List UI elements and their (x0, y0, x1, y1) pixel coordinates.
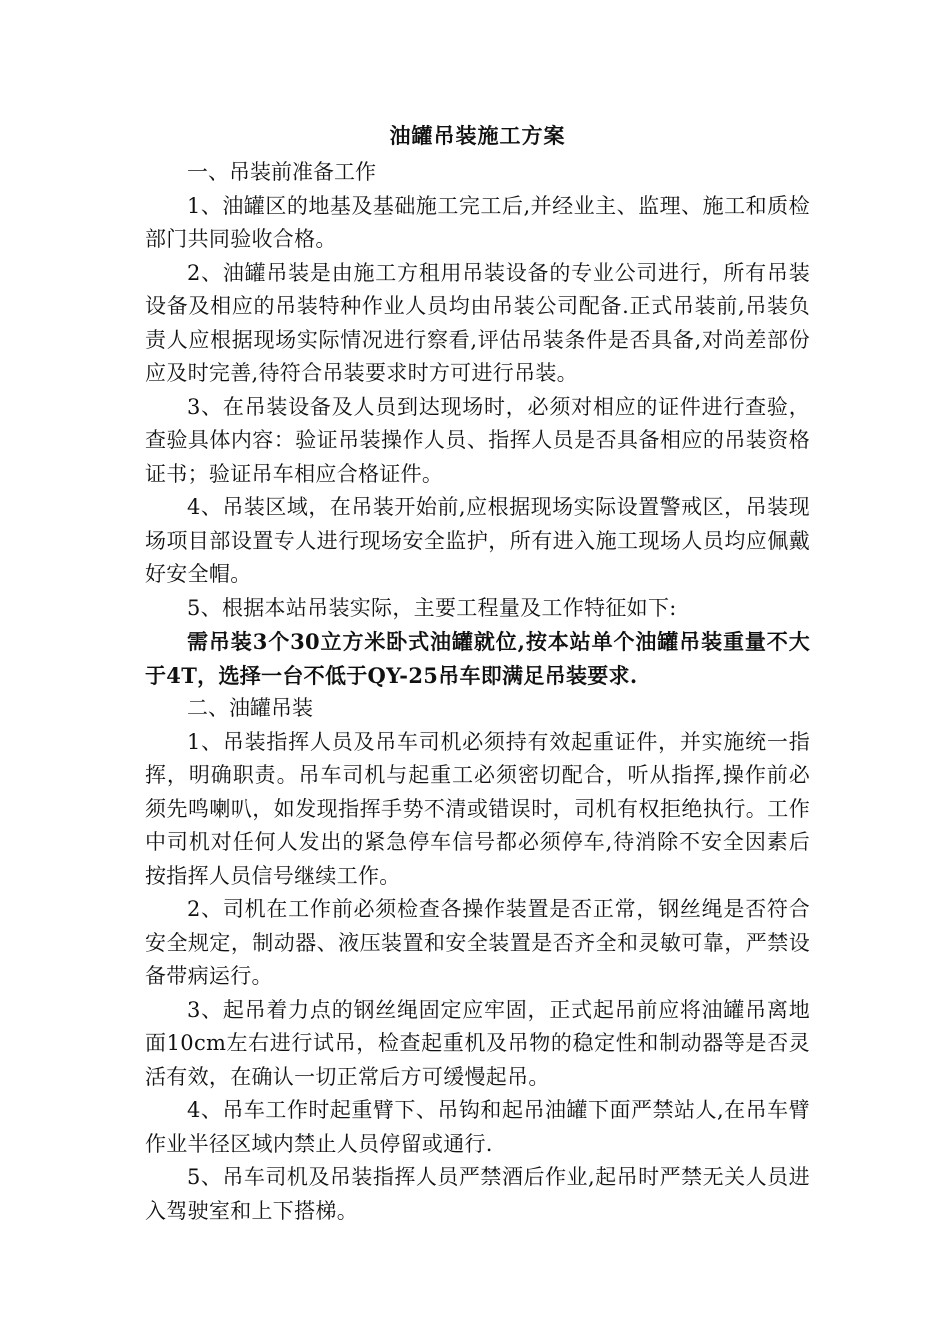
paragraph-2-5: 5、吊车司机及吊装指挥人员严禁酒后作业,起吊时严禁无关人员进入驾驶室和上下搭梯。 (145, 1165, 810, 1223)
paragraph-1-3: 3、在吊装设备及人员到达现场时，必须对相应的证件进行查验，查验具体内容：验证吊装操作人员、指挥人员是否具备相应的吊装资格证书；验证吊车相应合格证件。 (145, 394, 810, 486)
paragraph-1-5: 5、根据本站吊装实际，主要工程量及工作特征如下: (187, 595, 677, 620)
paragraph-1-2: 2、油罐吊装是由施工方租用吊装设备的专业公司进行，所有吊装设备及相应的吊装特种作业人员均由吊装公司配备.正式吊装前,吊装负责人应根据现场实际情况进行察看,评估吊装条件是否具备,对尚差部份应及时完善,待符合吊装要求时方可进行吊装。 (145, 260, 810, 385)
paragraph-2-1: 1、吊装指挥人员及吊车司机必须持有效起重证件，并实施统一指挥，明确职责。吊车司机与起重工必须密切配合，听从指挥,操作前必须先鸣喇叭，如发现指挥手势不清或错误时，司机有权拒绝执行。工作中司机对任何人发出的紧急停车信号都必须停车,待消除不安全因素后按指挥人员信号继续工作。 (145, 729, 810, 888)
paragraph-2-3: 3、起吊着力点的钢丝绳固定应牢固，正式起吊前应将油罐吊离地面10cm左右进行试吊，检查起重机及吊物的稳定性和制动器等是否灵活有效，在确认一切正常后方可缓慢起吊。 (145, 997, 810, 1089)
paragraph-1-6-bold: 需吊装3个30立方米卧式油罐就位,按本站单个油罐吊装重量不大于4T，选择一台不低于QY-25吊车即满足吊装要求. (145, 629, 810, 688)
paragraph-1-4: 4、吊装区域，在吊装开始前,应根据现场实际设置警戒区，吊装现场项目部设置专人进行现场安全监护，所有进入施工现场人员均应佩戴好安全帽。 (145, 495, 810, 586)
paragraph-2-2: 2、司机在工作前必须检查各操作装置是否正常，钢丝绳是否符合安全规定，制动器、液压装置和安全装置是否齐全和灵敏可靠，严禁设备带病运行。 (145, 897, 810, 988)
document-page (145, 118, 810, 1228)
paragraph-1-1: 1、油罐区的地基及基础施工完工后,并经业主、监理、施工和质检部门共同验收合格。 (145, 193, 810, 251)
document-title: 油罐吊装施工方案 (389, 123, 566, 148)
section-heading-preparation: 一、吊装前准备工作 (187, 160, 376, 184)
section-heading-lifting: 二、油罐吊装 (187, 696, 313, 720)
paragraph-2-4: 4、吊车工作时起重臂下、吊钩和起吊油罐下面严禁站人,在吊车臂作业半径区域内禁止人员停留或通行. (145, 1098, 810, 1156)
